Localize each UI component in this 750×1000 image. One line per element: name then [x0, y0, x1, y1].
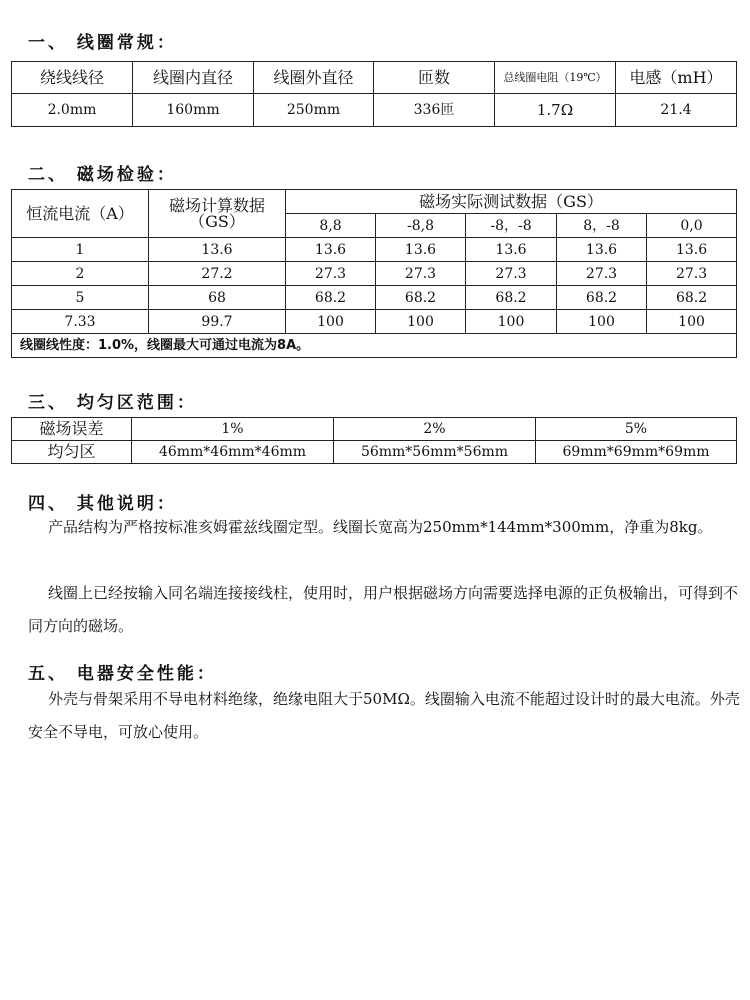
- measured-cell: 68.2: [376, 286, 466, 310]
- position-header: 8，-8: [557, 214, 647, 238]
- spec-value: 1.7Ω: [495, 94, 616, 127]
- spec-header: 匝数: [374, 62, 495, 94]
- spec-value: 160mm: [133, 94, 254, 127]
- measured-cell: 100: [376, 310, 466, 334]
- coil-spec-table: [11, 61, 737, 127]
- section2-title: 二、 磁场检验：: [28, 165, 177, 185]
- error-label: 磁场误差: [12, 418, 132, 441]
- measured-cell: 68.2: [466, 286, 557, 310]
- measured-cell: 13.6: [557, 238, 647, 262]
- measured-cell: 100: [647, 310, 737, 334]
- measured-cell: 27.3: [557, 262, 647, 286]
- region-value: 56mm*56mm*56mm: [334, 441, 536, 464]
- measured-cell: 27.3: [376, 262, 466, 286]
- position-header: -8，-8: [466, 214, 557, 238]
- section5-title: 五、 电器安全性能：: [28, 664, 217, 684]
- measured-cell: 68.2: [557, 286, 647, 310]
- spec-header: 线圈外直径: [254, 62, 374, 94]
- linearity-note: 线圈线性度：1.0%，线圈最大可通过电流为8A。: [12, 334, 737, 358]
- table-row: [12, 286, 737, 310]
- spec-header: 线圈内直径: [133, 62, 254, 94]
- measured-cell: 100: [557, 310, 647, 334]
- measured-cell: 13.6: [466, 238, 557, 262]
- spec-header: 总线圈电阻（19℃）: [495, 62, 616, 94]
- measured-cell: 13.6: [647, 238, 737, 262]
- spec-value: 336匝: [374, 94, 495, 127]
- table-row: [12, 310, 737, 334]
- field-test-table: [11, 189, 737, 358]
- error-value: 2%: [334, 418, 536, 441]
- current-cell: 2: [12, 262, 149, 286]
- calc-cell: 68: [149, 286, 286, 310]
- region-value: 46mm*46mm*46mm: [132, 441, 334, 464]
- region-label: 均匀区: [12, 441, 132, 464]
- measured-cell: 68.2: [647, 286, 737, 310]
- table-row: [12, 238, 737, 262]
- calc-cell: 13.6: [149, 238, 286, 262]
- section4-title: 四、 其他说明：: [28, 494, 177, 514]
- error-value: 5%: [536, 418, 737, 441]
- spec-header: 电感（mH）: [616, 62, 737, 94]
- measured-cell: 68.2: [286, 286, 376, 310]
- measured-cell: 100: [286, 310, 376, 334]
- spec-header: 绕线线径: [12, 62, 133, 94]
- safety-paragraph: 外壳与骨架采用不导电材料绝缘，绝缘电阻大于50MΩ。线圈输入电流不能超过设计时的最大电流。外壳安全不导电，可放心使用。: [28, 690, 740, 741]
- measured-cell: 27.3: [647, 262, 737, 286]
- spec-value: 250mm: [254, 94, 374, 127]
- measured-cell: 27.3: [466, 262, 557, 286]
- spec-value: 21.4: [616, 94, 737, 127]
- current-cell: 7.33: [12, 310, 149, 334]
- calc-header: 磁场计算数据（GS）: [149, 190, 286, 238]
- section1-title: 一、 线圈常规：: [28, 33, 177, 53]
- measured-cell: 13.6: [376, 238, 466, 262]
- current-cell: 1: [12, 238, 149, 262]
- measured-cell: 13.6: [286, 238, 376, 262]
- position-header: 0,0: [647, 214, 737, 238]
- error-value: 1%: [132, 418, 334, 441]
- current-header: 恒流电流（A）: [12, 190, 149, 238]
- measured-header: 磁场实际测试数据（GS）: [286, 190, 737, 214]
- position-header: -8,8: [376, 214, 466, 238]
- section3-title: 三、 均匀区范围：: [28, 393, 197, 413]
- calc-cell: 99.7: [149, 310, 286, 334]
- position-header: 8,8: [286, 214, 376, 238]
- region-value: 69mm*69mm*69mm: [536, 441, 737, 464]
- structure-paragraph: 产品结构为严格按标准亥姆霍兹线圈定型。线圈长宽高为250mm*144mm*300mm，净重为8kg。: [48, 518, 713, 536]
- table-row: [12, 262, 737, 286]
- measured-cell: 27.3: [286, 262, 376, 286]
- spec-value: 2.0mm: [12, 94, 133, 127]
- current-cell: 5: [12, 286, 149, 310]
- measured-cell: 100: [466, 310, 557, 334]
- uniform-region-table: [11, 417, 737, 464]
- terminal-paragraph: 线圈上已经按输入同名端连接接线柱，使用时，用户根据磁场方向需要选择电源的正负极输出，可得到不同方向的磁场。: [28, 584, 739, 635]
- calc-cell: 27.2: [149, 262, 286, 286]
